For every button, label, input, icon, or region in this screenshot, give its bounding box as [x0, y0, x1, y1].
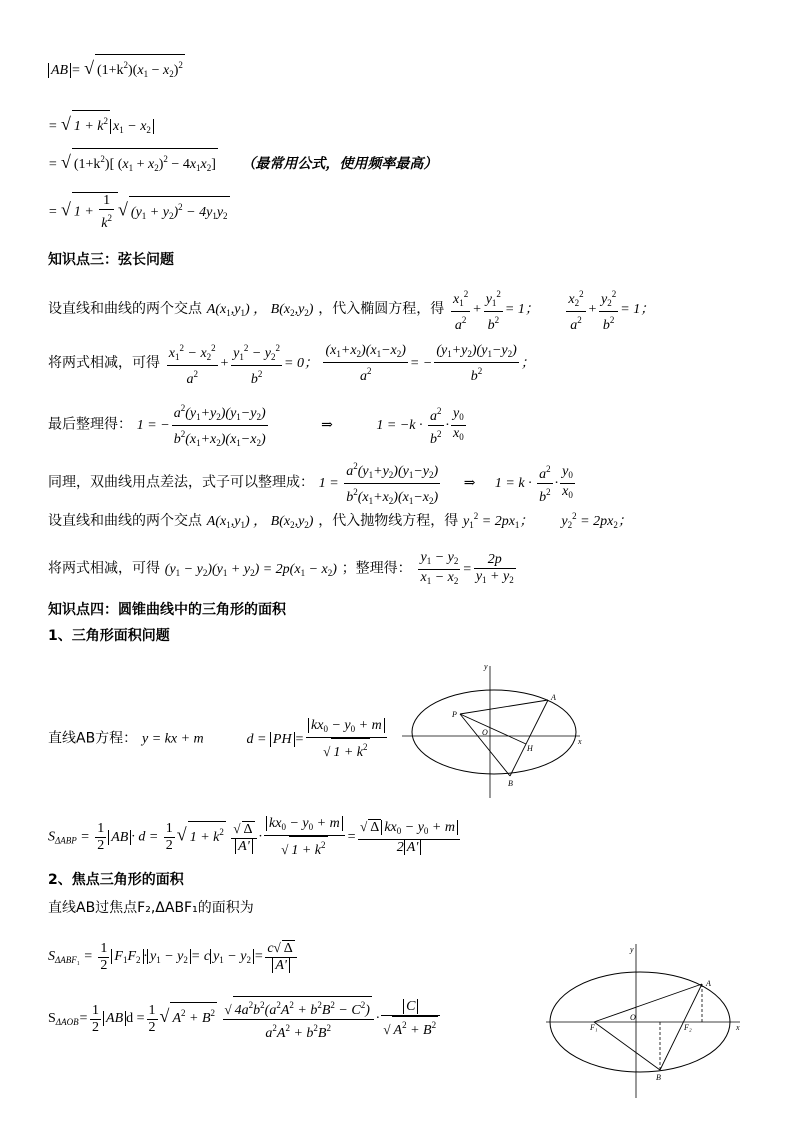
label-y: y: [484, 662, 488, 671]
label-F2: F₂: [684, 1023, 692, 1032]
label-A: A: [551, 693, 556, 702]
para-intersect-ellipse: 设直线和曲线的两个交点 $A(x_1,y_1)$ ， $B(x_2,y_2)$ ，代入椭圆方程，得 $\frac{x_1^2}{a^2}$ + $\frac{y_1^2}{b^2}$ = 1； $\frac{x_2^2}{a^2}$ + $\frac{y_2^2}{b^2}$ = 1；: [48, 286, 654, 334]
label-O: O: [630, 1013, 636, 1022]
line-ab-equation: 直线AB方程： y = kx + m d = PH = $\frac{kx_0 - y_0 + m}{√ 1 + k^2}$: [48, 718, 389, 761]
heading-3: 知识点三：弦长问题: [48, 252, 174, 268]
label-x: x: [578, 737, 582, 746]
para-final: 最后整理得： 1 = − $\frac{a^2(y_1+y_2)(y_1-y_2)}{b^2(x_1+x_2)(x_1-x_2)}$ ⇒ 1 = −k · $\frac{a^2}{b^2}$ · $\frac{y_0}{x_0}$: [48, 400, 468, 451]
label-B: B: [656, 1073, 661, 1082]
formula-ab-4: = √ 1 + $\frac{1}{k^2}$ √ $(y_1 + y_2)^2 - 4y_1y_2$: [48, 193, 228, 231]
label-A: A: [706, 979, 711, 988]
ellipse: [412, 690, 576, 774]
label-y: y: [630, 945, 634, 954]
label-O: O: [482, 728, 488, 737]
label-P: P: [452, 710, 457, 719]
formula-ab-2: = √ $1 + k^2$ $x_1 - x_2$: [48, 110, 154, 140]
para-hyperbola: 同理，双曲线用点差法，式子可以整理成： 1 = $\frac{a^2(y_1+y_2)(y_1-y_2)}{b^2(x_1+x_2)(x_1-x_2)}$ ⇒ 1 = k · $\frac{a^2}{b^2}$ · $\frac{y_0}{x_0}$: [48, 458, 577, 509]
formula-s-abp: $S_{\Delta ABP}$ = $\frac{1}{2}$ AB · d = $\frac{1}{2}$ √ $1 + k^2$ $\frac{√ \Delta}{A'}$ · $\frac{kx_0 - y_0 + m}{√ 1 + k^2}$ = $\frac{√ \Delta kx_0 - y_0 + m}{2 A'}$: [48, 816, 462, 859]
para-subtract: 将两式相减，可得 $\frac{x_1^2 - x_2^2}{a^2}$ + $\frac{y_1^2 - y_2^2}{b^2}$ = 0； $\frac{(x_1+x_2)(x_1-x_2)}{a^2}$ = − $\frac{(y_1+y_2)(y_1-y_2)}{b^2}$ ；: [48, 340, 535, 388]
para-subtract-2: 将两式相减，可得 $(y_1 - y_2)(y_1 + y_2) = 2p(x_1 - x_2)$ ；整理得： $\frac{y_1 - y_2}{x_1 - x_2}$ = $\frac{2p}{y_1 + y_2}$: [48, 550, 514, 586]
formula-ab-3: = √ $(1+k^2)$[ $(x_1 + x_2)^2 - 4x_1x_2$] （最常用公式，使用频率最高）: [48, 148, 437, 178]
formula-ab-1: AB = √ $(1+k^2)(x_1 - x_2)^2$: [48, 54, 185, 84]
subheading-1: 1、三角形面积问题: [48, 628, 170, 644]
heading-4: 知识点四：圆锥曲线中的三角形的面积: [48, 602, 286, 618]
focal-triangle-figure: [544, 940, 748, 1100]
note-common: （最常用公式，使用频率最高）: [241, 156, 438, 172]
label-F1: F₁: [590, 1023, 598, 1032]
label-B: B: [508, 779, 513, 788]
para-intersect-parabola: 设直线和曲线的两个交点 $A(x_1,y_1)$ ， $B(x_2,y_2)$ ，代入抛物线方程，得 $y_1^2 = 2px_1$； $y_2^2 = 2px_2$；: [48, 511, 632, 530]
label-H: H: [527, 744, 533, 753]
formula-s-abf1: $S_{\Delta ABF_1}$ = $\frac{1}{2}$ $F_1F_2 \cdot y_1 - y_2 = c$ $y_1 - y_2$ = $\frac{c√ \Delta}{A'}$: [48, 940, 299, 974]
ellipse-triangle-figure: [398, 660, 598, 800]
line-ab-focus: 直线AB过焦点F₂,ΔABF₁的面积为: [48, 900, 254, 916]
formula-s-aob: $S_{\Delta AOB}=$ $\frac{1}{2}$ AB d = $\frac{1}{2}$ √ $A^2 + B^2$ $\frac{√ 4a^2b^2(a^2A^2 + b^2B^2 - C^2)}{a^2A^2 + b^2B^2}$ · $\frac{C}{√ A^2 + B^2}$: [48, 996, 442, 1042]
label-x: x: [736, 1023, 740, 1032]
subheading-2: 2、焦点三角形的面积: [48, 872, 184, 888]
